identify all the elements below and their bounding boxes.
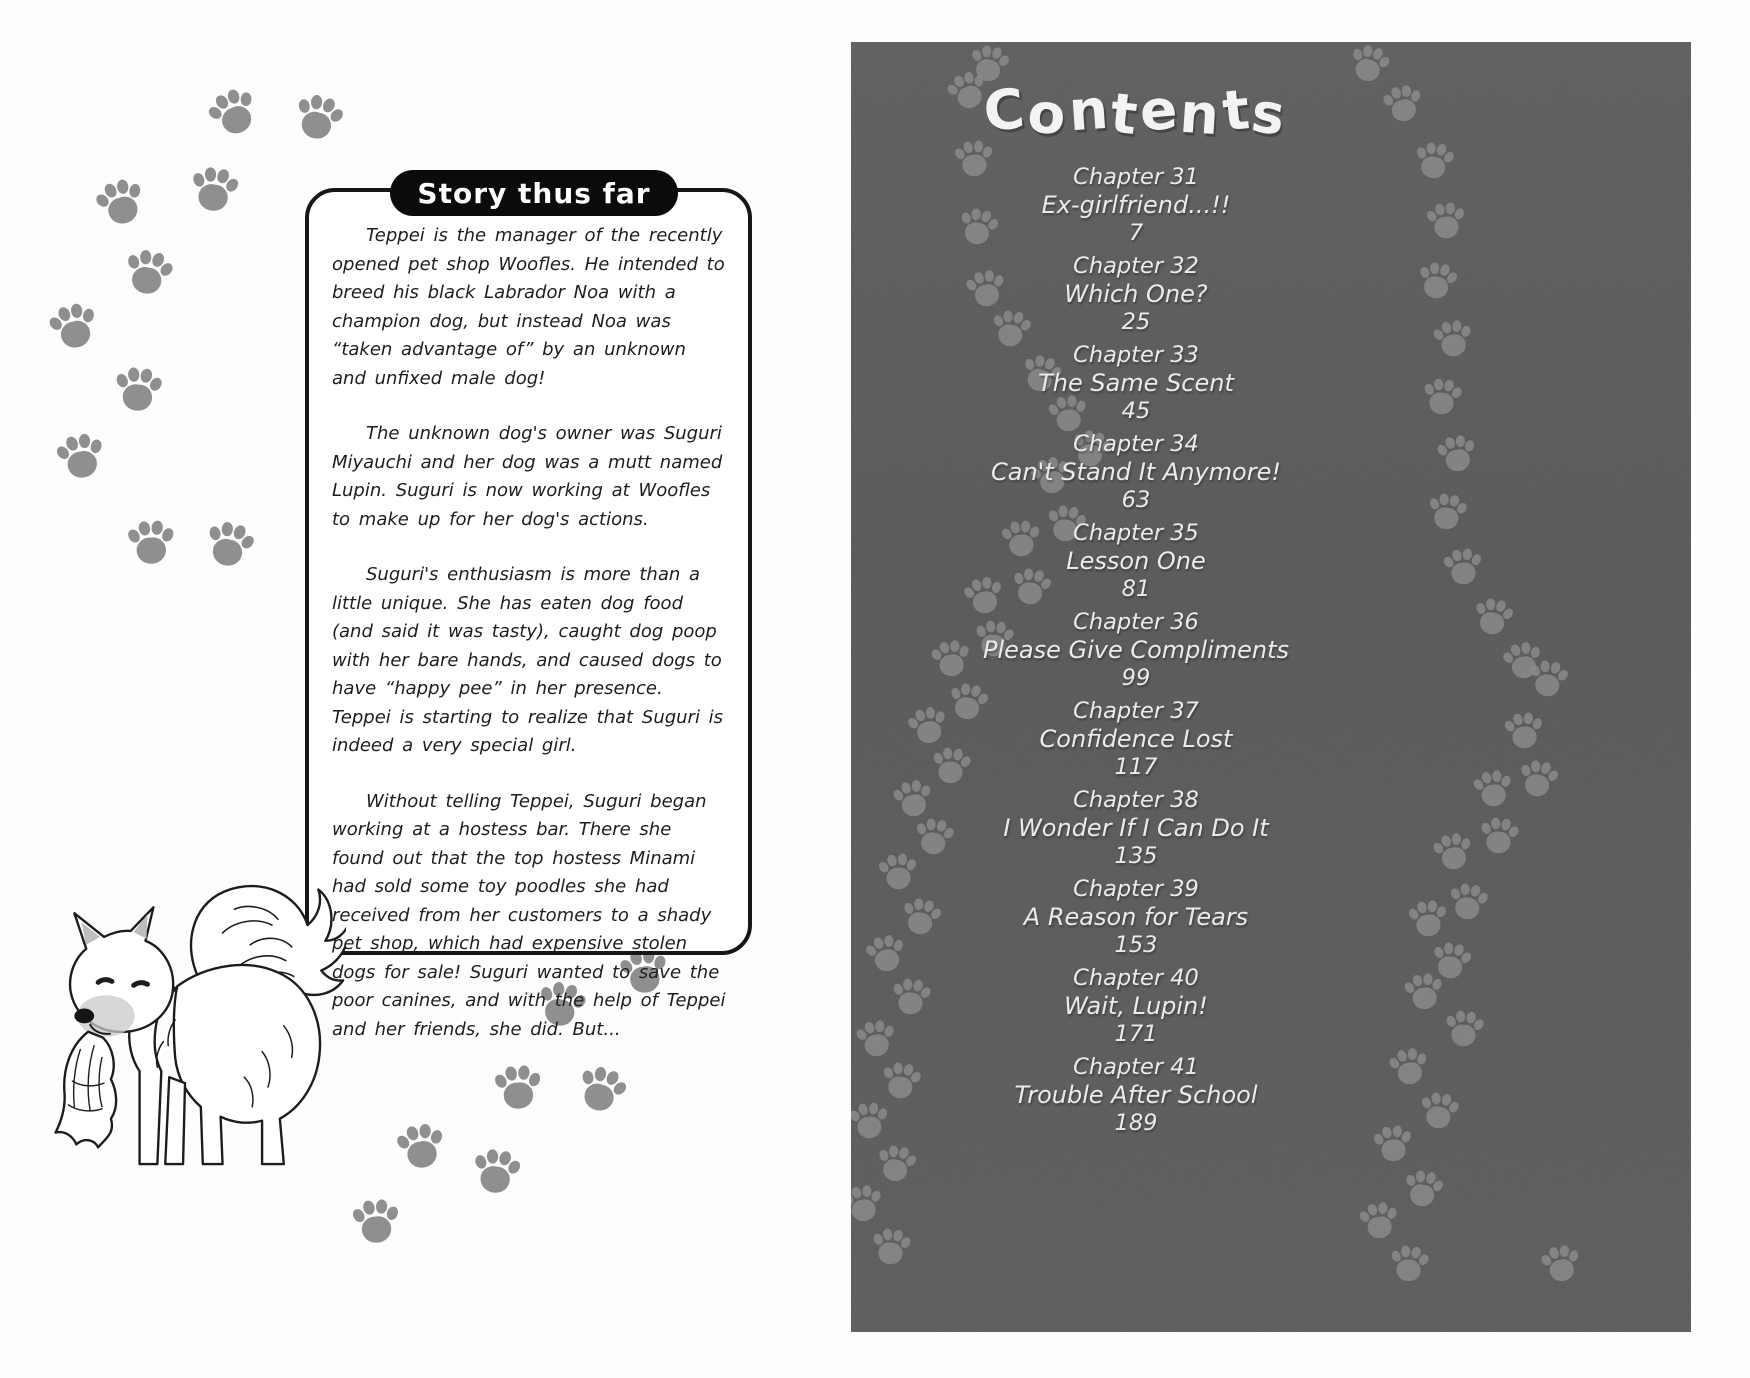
toc-page-number: 117 — [1114, 754, 1158, 780]
dog-illustration — [28, 848, 346, 1174]
toc-page-number: 7 — [1128, 220, 1144, 246]
paw-print-icon — [122, 515, 181, 574]
toc-chapter-title: Ex-girlfriend...!! — [1041, 191, 1231, 219]
paw-print-icon — [1474, 812, 1525, 863]
toc-chapter-title: A Reason for Tears — [1023, 903, 1249, 931]
paw-print-icon — [40, 294, 109, 363]
toc-chapter-number: Chapter 31 — [1073, 164, 1199, 190]
toc-chapter-title: Can't Stand It Anymore! — [990, 458, 1281, 486]
paw-print-icon — [1439, 1005, 1490, 1056]
toc-entry — [851, 787, 1421, 870]
story-header: Story thus far — [390, 170, 678, 216]
story-paragraph: Suguri's enthusiasm is more than a little unique. She has eaten dog food (and said it was tasty), caught dog poop with her bare hands, and caused dogs to have “happy pee” in her presence. Teppei is starting to realize that Suguri is indeed a very special girl. — [332, 564, 724, 756]
paw-print-icon — [464, 1141, 527, 1204]
paw-print-icon — [284, 85, 353, 154]
paw-print-icon — [1534, 1238, 1587, 1291]
toc-chapter-number: Chapter 36 — [1073, 609, 1199, 635]
toc-list — [851, 164, 1421, 1143]
toc-entry — [851, 431, 1421, 514]
contents-title-letter: s — [1247, 80, 1292, 148]
toc-entry — [851, 520, 1421, 603]
paw-print-icon — [1467, 764, 1519, 816]
story-paragraph: Without telling Teppei, Suguri began working at a hostess bar. There she found out that the top hostess Minami had sold some toy poodles she had received from her customers to a shady pet shop, which had expensive stolen dogs for sale! Suguri wanted to save the poor canines, and with the help of Teppei and her friends, she did. But... — [332, 790, 726, 1040]
paw-print-icon — [1421, 487, 1473, 539]
story-text — [332, 222, 726, 1071]
toc-chapter-number: Chapter 41 — [1073, 1054, 1199, 1080]
paw-print-icon — [389, 1116, 454, 1181]
toc-entry — [851, 965, 1421, 1048]
toc-chapter-number: Chapter 40 — [1073, 965, 1199, 991]
toc-chapter-number: Chapter 34 — [1073, 431, 1199, 457]
paw-print-icon — [1511, 753, 1564, 806]
toc-chapter-title: The Same Scent — [1038, 369, 1234, 397]
toc-page-number: 153 — [1114, 932, 1158, 958]
contents-title-letter: o — [1024, 80, 1072, 148]
toc-page-number: 99 — [1121, 665, 1151, 691]
toc-chapter-number: Chapter 39 — [1073, 876, 1199, 902]
toc-chapter-number: Chapter 33 — [1073, 342, 1199, 368]
paw-print-icon — [1417, 373, 1468, 424]
toc-chapter-title: Lesson One — [1066, 547, 1206, 575]
toc-entry — [851, 609, 1421, 692]
contents-title-letter: t — [1107, 80, 1144, 148]
toc-page-number: 135 — [1114, 843, 1158, 869]
paw-print-icon — [346, 1193, 407, 1254]
contents-page — [851, 42, 1691, 1332]
paw-print-icon — [1499, 707, 1550, 758]
toc-page-number: 45 — [1121, 398, 1151, 424]
contents-title-letter: e — [1137, 76, 1183, 144]
toc-chapter-title: Which One? — [1064, 280, 1208, 308]
toc-entry — [851, 342, 1421, 425]
paw-print-icon — [182, 159, 245, 222]
paw-print-icon — [115, 241, 181, 307]
toc-page-number: 63 — [1121, 487, 1151, 513]
toc-chapter-title: Trouble After School — [1014, 1081, 1258, 1109]
contents-title — [851, 75, 1421, 148]
toc-entry — [851, 164, 1421, 247]
paw-print-icon — [86, 169, 157, 240]
left-page — [0, 0, 850, 1378]
toc-chapter-number: Chapter 37 — [1073, 698, 1199, 724]
toc-entry — [851, 698, 1421, 781]
toc-chapter-title: Please Give Compliments — [982, 636, 1290, 664]
toc-entry — [851, 253, 1421, 336]
toc-page-number: 25 — [1121, 309, 1151, 335]
paw-print-icon — [1427, 314, 1479, 366]
contents-title-letter: C — [980, 75, 1031, 145]
paw-print-icon — [1438, 543, 1489, 594]
paw-print-icon — [108, 361, 169, 422]
toc-page-number: 171 — [1114, 1021, 1158, 1047]
paw-print-icon — [1522, 654, 1574, 706]
toc-page-number: 81 — [1121, 576, 1151, 602]
toc-chapter-number: Chapter 35 — [1073, 520, 1199, 546]
contents-title-letter: t — [1219, 76, 1255, 144]
toc-page-number: 189 — [1114, 1110, 1158, 1136]
paw-print-icon — [48, 425, 114, 491]
paw-print-icon — [1421, 197, 1472, 248]
paw-print-icon — [1426, 826, 1479, 879]
paw-print-icon — [1396, 1163, 1449, 1216]
toc-chapter-title: Confidence Lost — [1039, 725, 1233, 753]
paw-print-icon — [866, 1223, 917, 1274]
toc-chapter-title: I Wonder If I Can Do It — [1003, 814, 1269, 842]
paw-print-icon — [195, 512, 263, 580]
paw-print-icon — [1466, 591, 1519, 644]
contents-title-letter: n — [1066, 76, 1113, 144]
toc-chapter-number: Chapter 32 — [1073, 253, 1199, 279]
toc-chapter-title: Wait, Lupin! — [1064, 992, 1208, 1020]
paw-print-icon — [197, 77, 271, 151]
story-paragraph: Teppei is the manager of the recently opened pet shop Woofles. He intended to breed his black Labrador Noa with a champion dog, but instead Noa was “taken advantage of” by an unknown and unfixed male dog! — [332, 225, 725, 389]
story-paragraph: The unknown dog's owner was Suguri Miyauchi and her dog was a mutt named Lupin. Suguri is now working at Woofles to make up for her dog's actions. — [332, 423, 723, 530]
toc-entry — [851, 876, 1421, 959]
toc-chapter-number: Chapter 38 — [1073, 787, 1199, 813]
paw-print-icon — [1384, 1240, 1435, 1291]
toc-entry — [851, 1054, 1421, 1137]
paw-print-icon — [1430, 428, 1483, 481]
contents-title-letter: n — [1178, 80, 1225, 148]
